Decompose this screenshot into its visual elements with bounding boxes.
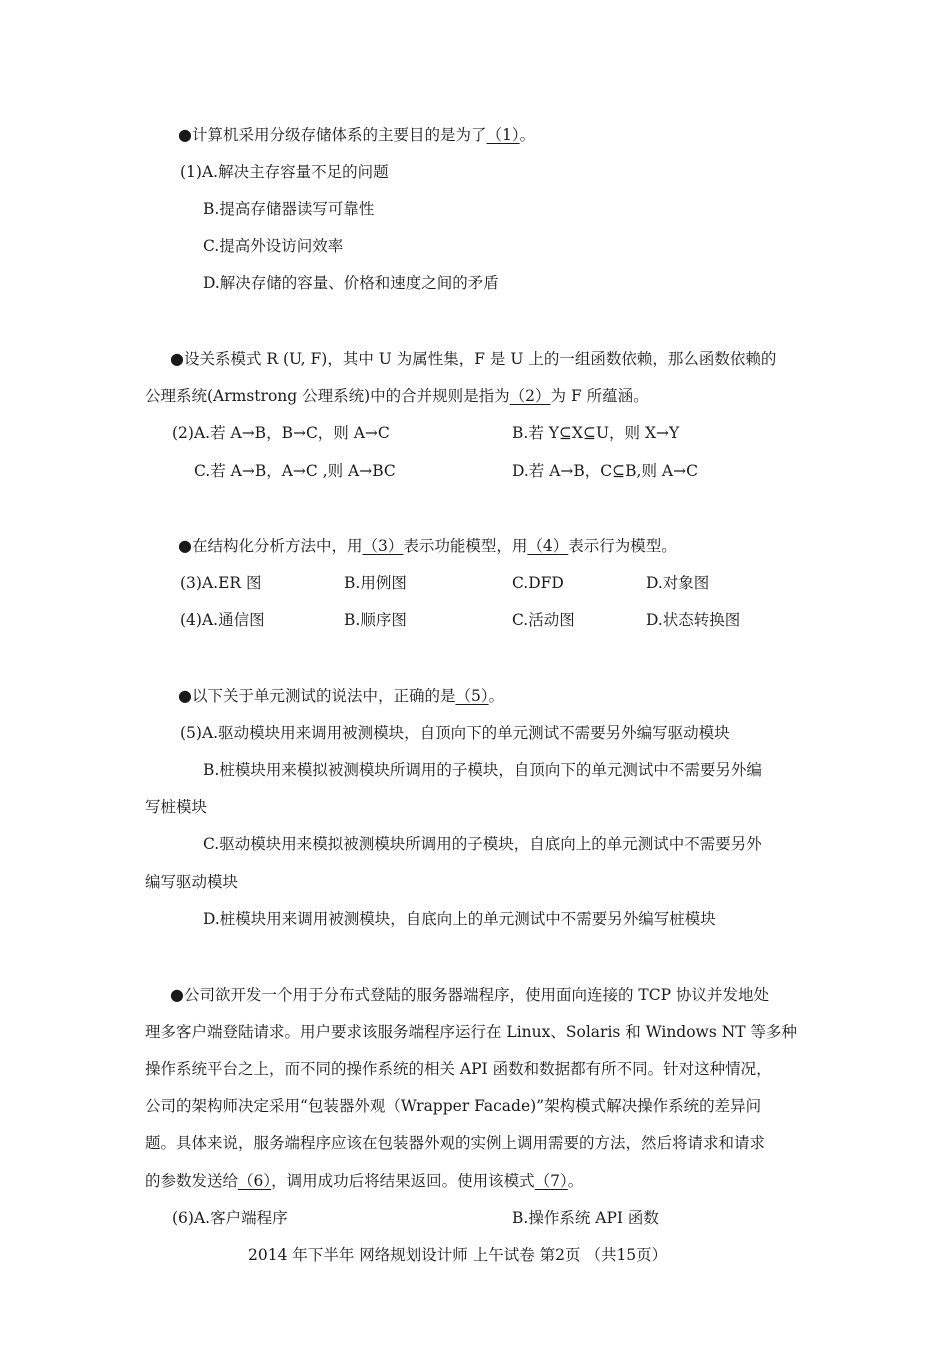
q1-option-d: D.解决存储的容量、价格和速度之间的矛盾 bbox=[203, 274, 499, 292]
q6-stem-line5: 题。具体来说，服务端程序应该在包装器外观的实例上调用需要的方法，然后将请求和请求 bbox=[145, 1134, 766, 1152]
q5-option-a: (5)A.驱动模块用来调用被测模块，自顶向下的单元测试不需要另外编写驱动模块 bbox=[180, 724, 730, 742]
q6-option-a: (6)A.客户端程序 bbox=[172, 1209, 288, 1227]
q2-blank: （2） bbox=[509, 387, 551, 405]
q6-stem-line3: 操作系统平台之上，而不同的操作系统的相关 API 函数和数据都有所不同。针对这种情况， bbox=[145, 1060, 772, 1078]
bullet-icon: ● bbox=[178, 536, 192, 555]
q5-stem-end: 。 bbox=[488, 687, 505, 705]
q5-option-c-line2: 编写驱动模块 bbox=[145, 873, 239, 891]
q3-option-b: B.用例图 bbox=[344, 574, 407, 592]
q3-stem-end: 表示行为模型。 bbox=[568, 537, 677, 555]
q1-stem-text: 计算机采用分级存储体系的主要目的是为了 bbox=[191, 126, 487, 144]
q5-option-b-line1: B.桩模块用来模拟被测模块所调用的子模块，自顶向下的单元测试中不需要另外编 bbox=[203, 761, 762, 779]
q4-option-a: (4)A.通信图 bbox=[180, 611, 265, 629]
q1-stem-end: 。 bbox=[519, 126, 536, 144]
q3-stem bbox=[178, 536, 677, 556]
q1-option-c: C.提高外设访问效率 bbox=[203, 237, 344, 255]
q2-line2-text: 公理系统(Armstrong 公理系统)中的合并规则是指为 bbox=[145, 387, 510, 405]
q6-stem-line2: 理多客户端登陆请求。用户要求该服务端程序运行在 Linux、Solaris 和 Windows NT 等多种 bbox=[145, 1023, 798, 1041]
q2-stem-line2 bbox=[145, 386, 649, 406]
q1-blank: （1） bbox=[486, 126, 520, 144]
q5-option-d: D.桩模块用来调用被测模块，自底向上的单元测试中不需要另外编写桩模块 bbox=[203, 910, 716, 928]
q4-option-c: C.活动图 bbox=[512, 611, 575, 629]
q6-option-b: B.操作系统 API 函数 bbox=[512, 1209, 659, 1227]
q1-stem bbox=[178, 125, 535, 145]
q5-option-b-line2: 写桩模块 bbox=[145, 798, 208, 816]
q3-blank: （3） bbox=[362, 537, 404, 555]
q4-blank: （4） bbox=[527, 537, 569, 555]
q6-stem-line6 bbox=[145, 1171, 583, 1191]
q6-stem-line4: 公司的架构师决定采用“包装器外观（Wrapper Facade)”架构模式解决操作系统的差异问 bbox=[145, 1097, 762, 1115]
q5-option-c-line1: C.驱动模块用来模拟被测模块所调用的子模块，自底向上的单元测试中不需要另外 bbox=[203, 835, 762, 853]
q6-line6-mid: ，调用成功后将结果返回。使用该模式 bbox=[271, 1172, 535, 1190]
q6-line6-end: 。 bbox=[567, 1172, 584, 1190]
q2-option-a: (2)A.若 A→B，B→C，则 A→C bbox=[172, 424, 390, 442]
q3-option-a: (3)A.ER 图 bbox=[180, 574, 262, 592]
q2-option-d: D.若 A→B，C⊆B,则 A→C bbox=[512, 462, 698, 480]
q2-stem-line1 bbox=[170, 349, 776, 369]
q3-stem-text: 在结构化分析方法中，用 bbox=[191, 537, 363, 555]
page-footer: 2014 年下半年 网络规划设计师 上午试卷 第2页 （共15页） bbox=[248, 1246, 668, 1264]
q5-stem bbox=[178, 686, 504, 706]
q2-line2-end: 为 F 所蕴涵。 bbox=[550, 387, 649, 405]
bullet-icon: ● bbox=[178, 686, 192, 705]
q3-option-c: C.DFD bbox=[512, 574, 564, 592]
q6-line6-text: 的参数发送给 bbox=[145, 1172, 239, 1190]
q3-option-d: D.对象图 bbox=[646, 574, 710, 592]
q2-option-b: B.若 Y⊆X⊆U，则 X→Y bbox=[512, 424, 680, 442]
q5-stem-text: 以下关于单元测试的说法中，正确的是 bbox=[191, 687, 456, 705]
q2-line1-text: 设关系模式 R (U, F)，其中 U 为属性集，F 是 U 上的一组函数依赖，那么函数依赖的 bbox=[183, 350, 777, 368]
bullet-icon: ● bbox=[170, 349, 184, 368]
q6-blank: （6） bbox=[238, 1172, 272, 1190]
bullet-icon: ● bbox=[178, 125, 192, 144]
bullet-icon: ● bbox=[170, 985, 184, 1004]
q5-blank: （5） bbox=[455, 687, 489, 705]
q3-stem-mid: 表示功能模型，用 bbox=[403, 537, 528, 555]
q4-option-d: D.状态转换图 bbox=[646, 611, 741, 629]
q4-option-b: B.顺序图 bbox=[344, 611, 407, 629]
q6-line1-text: 公司欲开发一个用于分布式登陆的服务器端程序，使用面向连接的 TCP 协议并发地处 bbox=[183, 986, 769, 1004]
q1-option-b: B.提高存储器读写可靠性 bbox=[203, 200, 375, 218]
q1-option-a: (1)A.解决主存容量不足的问题 bbox=[180, 163, 389, 181]
q7-blank: （7） bbox=[534, 1172, 568, 1190]
q6-stem-line1 bbox=[170, 985, 769, 1005]
q2-option-c: C.若 A→B，A→C ,则 A→BC bbox=[194, 462, 396, 480]
